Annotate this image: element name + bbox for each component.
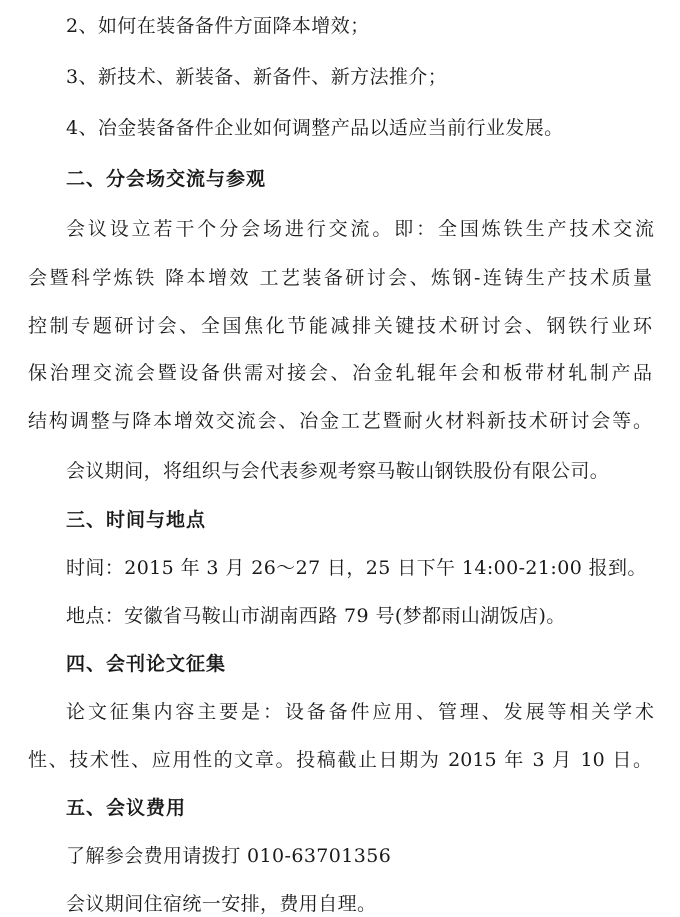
paragraph-line: 结构调整与降本增效交流会、冶金工艺暨耐火材料新技术研讨会等。 <box>28 410 652 432</box>
fee-phone: 了解参会费用请拨打 010-63701356 <box>66 845 392 867</box>
list-item-2: 2、如何在装备备件方面降本增效； <box>66 15 370 37</box>
paragraph-line: 控制专题研讨会、全国焦化节能减排关键技术研讨会、钢铁行业环 <box>28 315 652 337</box>
meeting-time: 时间：2015 年 3 月 26～27 日，25 日下午 14:00-21:00 报到。 <box>66 557 647 579</box>
meeting-place: 地点：安徽省马鞍山市湖南西路 79 号(梦都雨山湖饭店)。 <box>66 605 566 627</box>
section-heading-5: 五、会议费用 <box>66 797 187 819</box>
section-heading-2: 二、分会场交流与参观 <box>66 168 267 190</box>
visit-paragraph: 会议期间，将组织与会代表参观考察马鞍山钢铁股份有限公司。 <box>66 460 610 482</box>
section-heading-4: 四、会刊论文征集 <box>66 653 227 675</box>
paragraph-line: 会暨科学炼铁 降本增效 工艺装备研讨会、炼钢-连铸生产技术质量 <box>28 267 652 289</box>
paragraph-line: 会议设立若干个分会场进行交流。即：全国炼铁生产技术交流 <box>66 218 654 240</box>
paragraph-line: 论文征集内容主要是：设备备件应用、管理、发展等相关学术 <box>66 701 654 723</box>
list-item-4: 4、冶金装备备件企业如何调整产品以适应当前行业发展。 <box>66 117 564 139</box>
paragraph-line: 性、技术性、应用性的文章。投稿截止日期为 2015 年 3 月 10 日。 <box>28 749 652 771</box>
lodging-note: 会议期间住宿统一安排，费用自理。 <box>66 893 377 915</box>
list-item-3: 3、新技术、新装备、新备件、新方法推介； <box>66 66 448 88</box>
paragraph-line: 保治理交流会暨设备供需对接会、冶金轧辊年会和板带材轧制产品 <box>28 362 652 384</box>
section-heading-3: 三、时间与地点 <box>66 509 207 531</box>
